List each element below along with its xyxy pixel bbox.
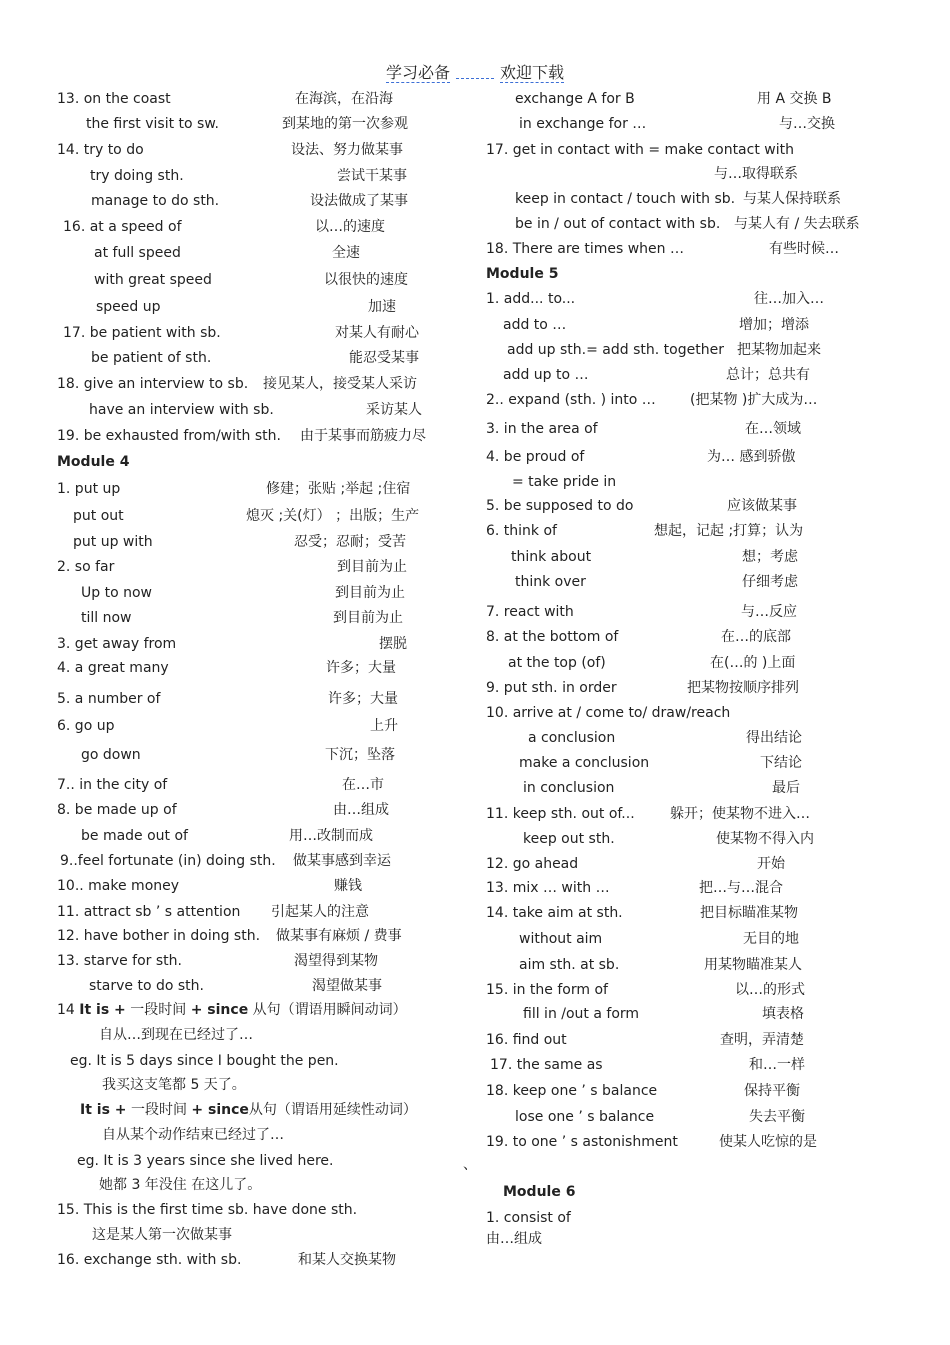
phrase-cn: 熄灭 ;关(灯） ；出版；生产 [246,508,420,524]
phrase-en: 13. starve for sth. [57,953,182,969]
phrase-cn: 有些时候… [769,241,839,257]
phrase-en: 10.. make money [57,878,180,894]
phrase-en: exchange A for B [515,91,635,107]
rule-meaning: 自从某个动作结束已经过了… [102,1127,284,1143]
phrase-en: 3. in the area of [486,421,598,437]
phrase-cn: 在…的底部 [721,629,791,645]
phrase-cn: 与…反应 [741,604,797,620]
phrase-en: 3. get away from [57,636,177,652]
phrase-cn: 总计；总共有 [726,367,810,383]
rule-pattern-since: + since [190,1002,249,1018]
phrase-cn: 和…一样 [749,1057,805,1073]
phrase-en: think over [515,574,586,590]
phrase-cn: 和某人交换某物 [298,1252,396,1268]
phrase-en: 18. There are times when … [486,241,684,257]
phrase-cn: 把某物加起来 [737,342,821,358]
phrase-cn: 引起某人的注意 [271,904,369,920]
phrase-cn: 无目的地 [743,931,799,947]
rule-pattern-since: + since [191,1102,249,1118]
phrase-en: lose one ’ s balance [515,1109,655,1125]
grammar-rule-since-continuous [80,1101,417,1119]
phrase-en: 11. attract sb ’ s attention [57,904,241,920]
phrase-en: 16. exchange sth. with sb. [57,1252,242,1268]
phrase-cn: 得出结论 [746,730,802,746]
module-6-heading: Module 6 [503,1184,576,1200]
phrase-cn: 开始 [757,856,785,872]
phrase-cn: 渴望做某事 [312,978,382,994]
rule-text: 从句（谓语用延续性动词） [248,1102,417,1118]
phrase-en: be made out of [81,828,188,844]
phrase-cn: 由…组成 [486,1231,542,1247]
phrase-en: try doing sth. [90,168,184,184]
phrase-en: add to … [503,317,567,333]
phrase-en: speed up [96,299,161,315]
phrase-cn: 与…交换 [779,116,835,132]
phrase-en: 9. put sth. in order [486,680,617,696]
phrase-en: manage to do sth. [91,193,220,209]
phrase-en: 1. add... to... [486,291,576,307]
phrase-en: the first visit to sw. [86,116,219,132]
phrase-en: 17. the same as [490,1057,603,1073]
header-separator [456,78,494,79]
phrase-en: 2. so far [57,559,115,575]
phrase-en: 13. mix … with … [486,880,610,896]
phrase-en: 19. to one ’ s astonishment [486,1134,678,1150]
phrase-en: 12. go ahead [486,856,579,872]
phrase-cn: 设法做成了某事 [310,193,408,209]
phrase-cn: 这是某人第一次做某事 [92,1227,232,1243]
phrase-en: 17. get in contact with = make contact with [486,142,794,158]
phrase-cn: 为… 感到骄傲 [707,449,796,465]
phrase-cn: 以很快的速度 [324,272,408,288]
phrase-cn: 与…取得联系 [714,166,798,182]
phrase-en: without aim [519,931,603,947]
phrase-en: at full speed [94,245,181,261]
phrase-cn: 使某物不得入内 [716,831,814,847]
phrase-cn: 用 A 交换 B [757,91,832,107]
phrase-cn: 以…的速度 [315,219,385,235]
phrase-en: 15. This is the first time sb. have done sth. [57,1202,358,1218]
phrase-en: have an interview with sb. [89,402,274,418]
phrase-cn: 加速 [368,299,396,315]
phrase-cn: 忍受；忍耐；受苦 [294,534,406,550]
phrase-cn: 想；考虑 [742,549,798,565]
phrase-cn: 接见某人，接受某人采访 [263,376,417,392]
rule-text: 从句（谓语用瞬间动词） [248,1002,407,1018]
phrase-en: put up with [73,534,153,550]
phrase-cn: 摆脱 [379,636,407,652]
example-translation: 她都 3 年没住 在这儿了。 [99,1177,262,1193]
phrase-cn: 最后 [772,780,800,796]
phrase-en: = take pride in [512,474,617,490]
phrase-cn: 用某物瞄准某人 [704,957,802,973]
phrase-en: 5. be supposed to do [486,498,634,514]
phrase-en: keep in contact / touch with sb. [515,191,736,207]
phrase-cn: 与某人有 / 失去联系 [734,216,860,232]
grammar-rule-since-instant [57,1001,407,1019]
phrase-en: think about [511,549,592,565]
stray-mark: 、 [463,1157,477,1173]
phrase-en: make a conclusion [519,755,650,771]
phrase-en: add up to … [503,367,589,383]
phrase-cn: 下沉；坠落 [325,747,395,763]
phrase-en: in conclusion [523,780,615,796]
phrase-cn: 做某事有麻烦 / 费事 [276,928,402,944]
phrase-en: 14. try to do [57,142,144,158]
phrase-en: 17. be patient with sb. [63,325,221,341]
phrase-en: 7. react with [486,604,574,620]
phrase-cn: 上升 [370,718,398,734]
phrase-cn: 对某人有耐心 [335,325,419,341]
phrase-cn: 用…改制而成 [289,828,373,844]
phrase-cn: 采访某人 [366,402,422,418]
rule-pattern-it-is: It is + [79,1002,126,1018]
phrase-cn: 到目前为止 [337,559,407,575]
phrase-en: 2.. expand (sth. ) into … [486,392,656,408]
phrase-cn: 修建；张贴 ;举起 ;住宿 [266,481,411,497]
phrase-en: go down [81,747,141,763]
phrase-cn: 全速 [332,245,360,261]
rule-text: 一段时间 [125,1002,191,1018]
phrase-cn: 使某人吃惊的是 [719,1134,817,1150]
phrase-en: 19. be exhausted from/with sth. [57,428,281,444]
phrase-en: keep out sth. [523,831,615,847]
phrase-en: 13. on the coast [57,91,171,107]
phrase-en: 15. in the form of [486,982,608,998]
rule-number: 14 [57,1002,80,1018]
phrase-en: aim sth. at sb. [519,957,620,973]
phrase-en: 1. put up [57,481,121,497]
phrase-cn: 在…市 [342,777,384,793]
phrase-en: 8. at the bottom of [486,629,619,645]
phrase-cn: 在海滨，在沿海 [295,91,393,107]
phrase-cn: 填表格 [762,1006,804,1022]
phrase-cn: 增加；增添 [739,317,809,333]
rule-text: 一段时间 [126,1102,192,1118]
phrase-en: 4. be proud of [486,449,585,465]
phrase-cn: 保持平衡 [744,1083,800,1099]
phrase-en: 18. keep one ’ s balance [486,1083,658,1099]
phrase-en: 18. give an interview to sb. [57,376,249,392]
phrase-en: at the top (of) [508,655,606,671]
phrase-en: with great speed [94,272,212,288]
phrase-en: 16. find out [486,1032,567,1048]
example-translation: 我买这支笔都 5 天了。 [102,1077,246,1093]
phrase-cn: 由…组成 [333,802,389,818]
phrase-en: put out [73,508,124,524]
example-sentence: eg. It is 3 years since she lived here. [77,1153,334,1169]
phrase-cn: 渴望得到某物 [294,953,378,969]
phrase-en: a conclusion [528,730,616,746]
phrase-cn: 在…领域 [745,421,801,437]
phrase-cn: 把某物按顺序排列 [687,680,799,696]
phrase-en: 14. take aim at sth. [486,905,623,921]
rule-pattern-it-is: It is + [80,1102,127,1118]
phrase-cn: 与某人保持联系 [743,191,841,207]
phrase-en: 8. be made up of [57,802,177,818]
phrase-cn: 许多；大量 [328,691,398,707]
phrase-cn: 由于某事而筋疲力尽 [300,428,426,444]
module-5-heading: Module 5 [486,266,559,282]
phrase-cn: 做某事感到幸运 [293,853,391,869]
phrase-en: till now [81,610,132,626]
phrase-cn: 把目标瞄准某物 [700,905,798,921]
phrase-cn: 许多；大量 [326,660,396,676]
phrase-cn: 查明，弄清楚 [720,1032,804,1048]
phrase-cn: 躲开；使某物不进入… [670,806,810,822]
phrase-cn: 赚钱 [334,878,362,894]
phrase-cn: 失去平衡 [749,1109,805,1125]
header-left: 学习必备 [385,63,450,82]
example-sentence: eg. It is 5 days since I bought the pen. [70,1053,339,1069]
phrase-en: 1. consist of [486,1210,571,1226]
phrase-en: be patient of sth. [91,350,212,366]
phrase-en: 11. keep sth. out of... [486,806,635,822]
phrase-en: be in / out of contact with sb. [515,216,721,232]
phrase-cn: 到目前为止 [333,610,403,626]
phrase-en: 5. a number of [57,691,161,707]
phrase-cn: 应该做某事 [727,498,797,514]
phrase-en: starve to do sth. [89,978,204,994]
phrase-cn: 设法、努力做某事 [291,142,403,158]
phrase-en: 16. at a speed of [63,219,182,235]
phrase-en: fill in /out a form [523,1006,640,1022]
phrase-cn: 在(…的 )上面 [710,655,796,671]
module-4-heading: Module 4 [57,454,130,470]
phrase-en: add up sth.= add sth. together [507,342,724,358]
phrase-en: 4. a great many [57,660,169,676]
phrase-cn: (把某物 )扩大成为… [690,392,818,408]
phrase-en: Up to now [81,585,152,601]
phrase-cn: 下结论 [760,755,802,771]
phrase-cn: 想起，记起 ;打算；认为 [654,523,804,539]
phrase-en: 7.. in the city of [57,777,168,793]
phrase-en: 9..feel fortunate (in) doing sth. [60,853,276,869]
phrase-cn: 尝试干某事 [337,168,407,184]
phrase-en: 6. go up [57,718,115,734]
phrase-cn: 以…的形式 [735,982,805,998]
header-right: 欢迎下载 [500,63,565,82]
phrase-en: 6. think of [486,523,557,539]
phrase-cn: 能忍受某事 [349,350,419,366]
phrase-cn: 到目前为止 [335,585,405,601]
phrase-cn: 把…与…混合 [699,880,783,896]
rule-meaning: 自从…到现在已经过了… [99,1027,253,1043]
phrase-cn: 仔细考虑 [742,574,798,590]
phrase-en: in exchange for … [519,116,647,132]
page-header [0,60,950,83]
phrase-en: 10. arrive at / come to/ draw/reach [486,705,731,721]
phrase-en: 12. have bother in doing sth. [57,928,261,944]
phrase-cn: 往…加入… [754,291,824,307]
phrase-cn: 到某地的第一次参观 [282,116,408,132]
